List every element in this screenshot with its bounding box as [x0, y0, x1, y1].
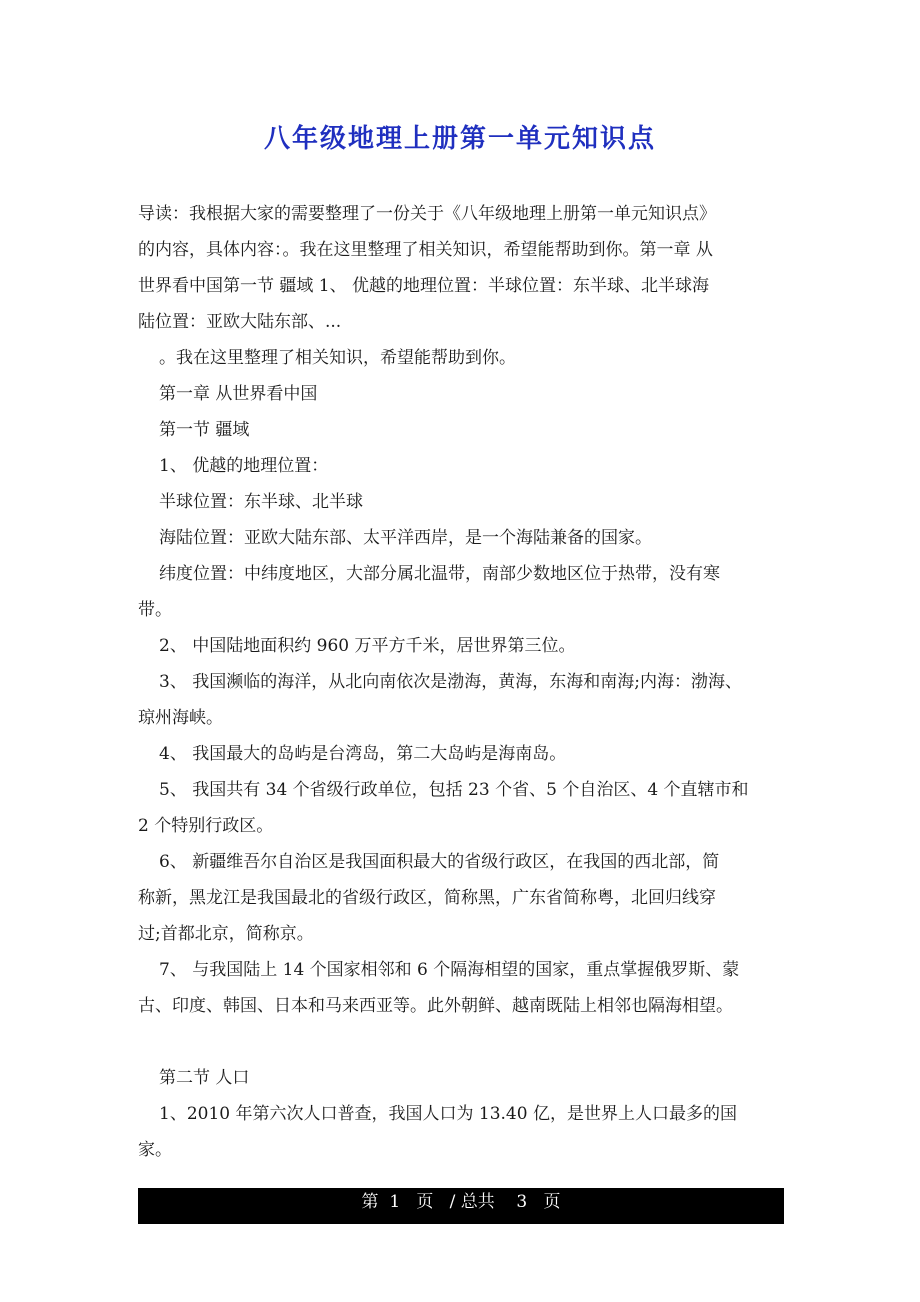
page-footer — [138, 1188, 784, 1224]
body-line: 古、印度、韩国、日本和马来西亚等。此外朝鲜、越南既陆上相邻也隔海相望。 — [138, 996, 733, 1016]
section-heading: 第一节 疆域 — [159, 420, 250, 440]
body-line: 海陆位置：亚欧大陆东部、太平洋西岸，是一个海陆兼备的国家。 — [159, 528, 652, 548]
body-line: 纬度位置：中纬度地区，大部分属北温带，南部少数地区位于热带，没有寒 — [159, 564, 720, 584]
paragraph-gap — [138, 1024, 788, 1060]
body-line: 7、 与我国陆上 14 个国家相邻和 6 个隔海相望的国家，重点掌握俄罗斯、蒙 — [159, 960, 740, 980]
body-line: 琼州海峡。 — [138, 708, 223, 728]
body-line: 4、 我国最大的岛屿是台湾岛，第二大岛屿是海南岛。 — [159, 744, 567, 764]
body-line: 带。 — [138, 600, 172, 620]
body-line: 。我在这里整理了相关知识，希望能帮助到你。 — [159, 348, 516, 368]
intro-line: 陆位置：亚欧大陆东部、... — [138, 312, 342, 332]
page-title: 八年级地理上册第一单元知识点 — [263, 124, 656, 154]
footer-page-unit: 页 — [416, 1192, 434, 1212]
document-body — [138, 196, 788, 1168]
intro-line: 导读：我根据大家的需要整理了一份关于《八年级地理上册第一单元知识点》 — [138, 204, 716, 224]
intro-line: 世界看中国第一节 疆域 1、 优越的地理位置：半球位置：东半球、北半球海 — [138, 276, 710, 296]
body-line: 过;首都北京，简称京。 — [138, 924, 314, 944]
body-line: 2 个特别行政区。 — [138, 816, 274, 836]
chapter-heading: 第一章 从世界看中国 — [159, 384, 318, 404]
body-line: 5、 我国共有 34 个省级行政单位，包括 23 个省、5 个自治区、4 个直辖市和 — [159, 780, 749, 800]
footer-current-page: 1 — [389, 1192, 401, 1212]
body-line: 1、2010 年第六次人口普查，我国人口为 13.40 亿，是世界上人口最多的国 — [159, 1104, 737, 1124]
body-line: 6、 新疆维吾尔自治区是我国面积最大的省级行政区，在我国的西北部，简 — [159, 852, 720, 872]
footer-total-label: / 总共 — [449, 1192, 495, 1212]
footer-page-label: 第 — [361, 1192, 379, 1212]
body-line: 称新，黑龙江是我国最北的省级行政区，简称黑，广东省简称粤，北回归线穿 — [138, 888, 716, 908]
footer-total-unit: 页 — [543, 1192, 561, 1212]
intro-line: 的内容，具体内容：。我在这里整理了相关知识，希望能帮助到你。第一章 从 — [138, 240, 713, 260]
body-line: 家。 — [138, 1140, 172, 1160]
body-line: 1、 优越的地理位置： — [159, 456, 329, 476]
body-line: 2、 中国陆地面积约 960 万平方千米，居世界第三位。 — [159, 636, 576, 656]
footer-total-pages: 3 — [516, 1192, 528, 1212]
body-line: 半球位置：东半球、北半球 — [159, 492, 363, 512]
body-line: 3、 我国濒临的海洋，从北向南依次是渤海，黄海，东海和南海;内海：渤海、 — [159, 672, 742, 692]
section-heading: 第二节 人口 — [159, 1068, 250, 1088]
